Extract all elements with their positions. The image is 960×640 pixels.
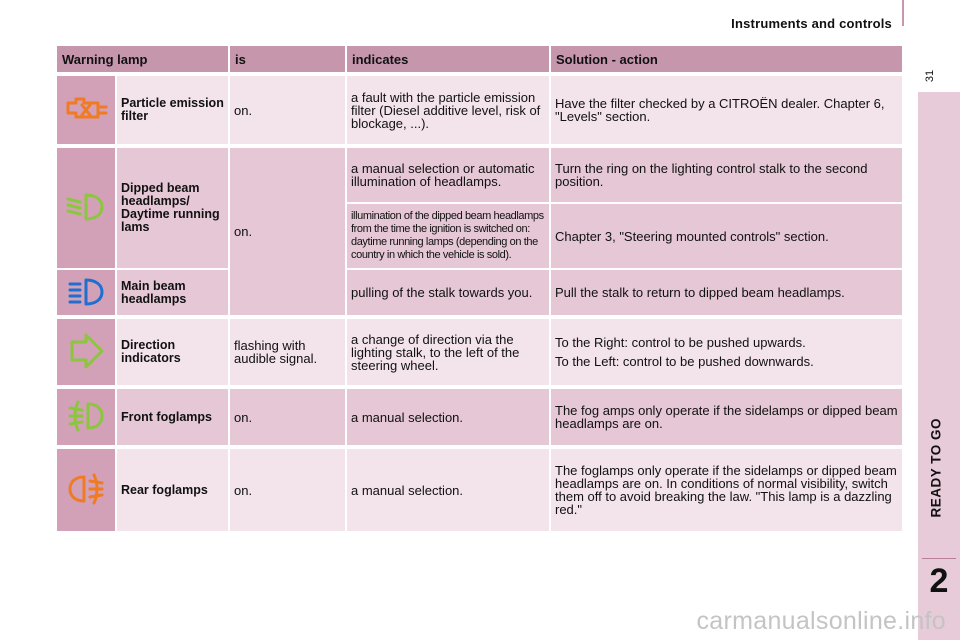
lamp-solution: Pull the stalk to return to dipped beam headlamps. <box>550 269 902 315</box>
lamp-state: on. <box>229 449 346 531</box>
lamp-name: Main beam headlamps <box>116 269 229 315</box>
header-rule <box>902 0 904 26</box>
lamp-indicates: a change of direction via the lighting stalk, to the left of the steering wheel. <box>346 319 550 385</box>
solution-right: To the Right: control to be pushed upwards. <box>555 335 806 350</box>
lamp-indicates: a fault with the particle emission filter (Diesel additive level, risk of blockage, ...). <box>346 76 550 144</box>
lamp-name: Rear foglamps <box>116 449 229 531</box>
lamp-indicates: a manual selection. <box>346 449 550 531</box>
direction-indicator-icon <box>57 319 116 385</box>
lamp-solution <box>550 319 902 385</box>
lamp-indicates: a manual selection or automatic illumination of headlamps. <box>346 148 550 203</box>
header-is: is <box>229 46 346 72</box>
lamp-state: on. <box>229 148 346 315</box>
header-warning-lamp: Warning lamp <box>57 46 229 72</box>
page-header-title: Instruments and controls <box>731 16 892 31</box>
lamp-indicates: pulling of the stalk towards you. <box>346 269 550 315</box>
lamp-name: Dipped beam headlamps/ Daytime running lams <box>116 148 229 269</box>
page-number: 31 <box>924 69 937 83</box>
table-row-front-foglamps <box>57 389 902 445</box>
lamp-indicates: illumination of the dipped beam headlamps from the time the ignition is switched on: daytime running lamps (depending on the country in which the vehicle is sold). <box>346 203 550 269</box>
lamp-state: flashing with audible signal. <box>229 319 346 385</box>
table-header-row <box>57 46 902 72</box>
header-solution: Solution - action <box>550 46 902 72</box>
lamp-state: on. <box>229 76 346 144</box>
lamp-solution: The foglamps only operate if the sidelamps or dipped beam headlamps are on. In conditions of normal visibility, switch them off to avoid breaking the law. "This lamp is a dazzling red." <box>550 449 902 531</box>
header-indicates: indicates <box>346 46 550 72</box>
dipped-beam-icon <box>57 148 116 269</box>
table-row-rear-foglamps <box>57 449 902 531</box>
lamp-indicates: a manual selection. <box>346 389 550 445</box>
lamp-name: Particle emission filter <box>116 76 229 144</box>
solution-left: To the Left: control to be pushed downwards. <box>555 354 814 369</box>
lamp-solution: Turn the ring on the lighting control stalk to the second position. <box>550 148 902 203</box>
lamp-name: Front foglamps <box>116 389 229 445</box>
side-tab-divider <box>922 558 956 559</box>
warning-lamp-table <box>57 46 902 531</box>
table-row-particle-filter <box>57 76 902 144</box>
section-label: READY TO GO <box>928 417 944 518</box>
lamp-solution: Chapter 3, "Steering mounted controls" section. <box>550 203 902 269</box>
lamp-name: Direction indicators <box>116 319 229 385</box>
particle-filter-icon <box>57 76 116 144</box>
lamp-solution: Have the filter checked by a CITROËN dealer. Chapter 6, "Levels" section. <box>550 76 902 144</box>
front-foglamp-icon <box>57 389 116 445</box>
lamp-solution: The fog amps only operate if the sidelamps or dipped beam headlamps are on. <box>550 389 902 445</box>
chapter-number: 2 <box>929 562 949 600</box>
main-beam-icon <box>57 269 116 315</box>
watermark: carmanualsonline.info <box>696 607 946 635</box>
table-row-main-beam <box>57 269 902 315</box>
table-row-direction-indicators <box>57 319 902 385</box>
lamp-state: on. <box>229 389 346 445</box>
table-row-dipped-beam <box>57 148 902 203</box>
rear-foglamp-icon <box>57 449 116 531</box>
